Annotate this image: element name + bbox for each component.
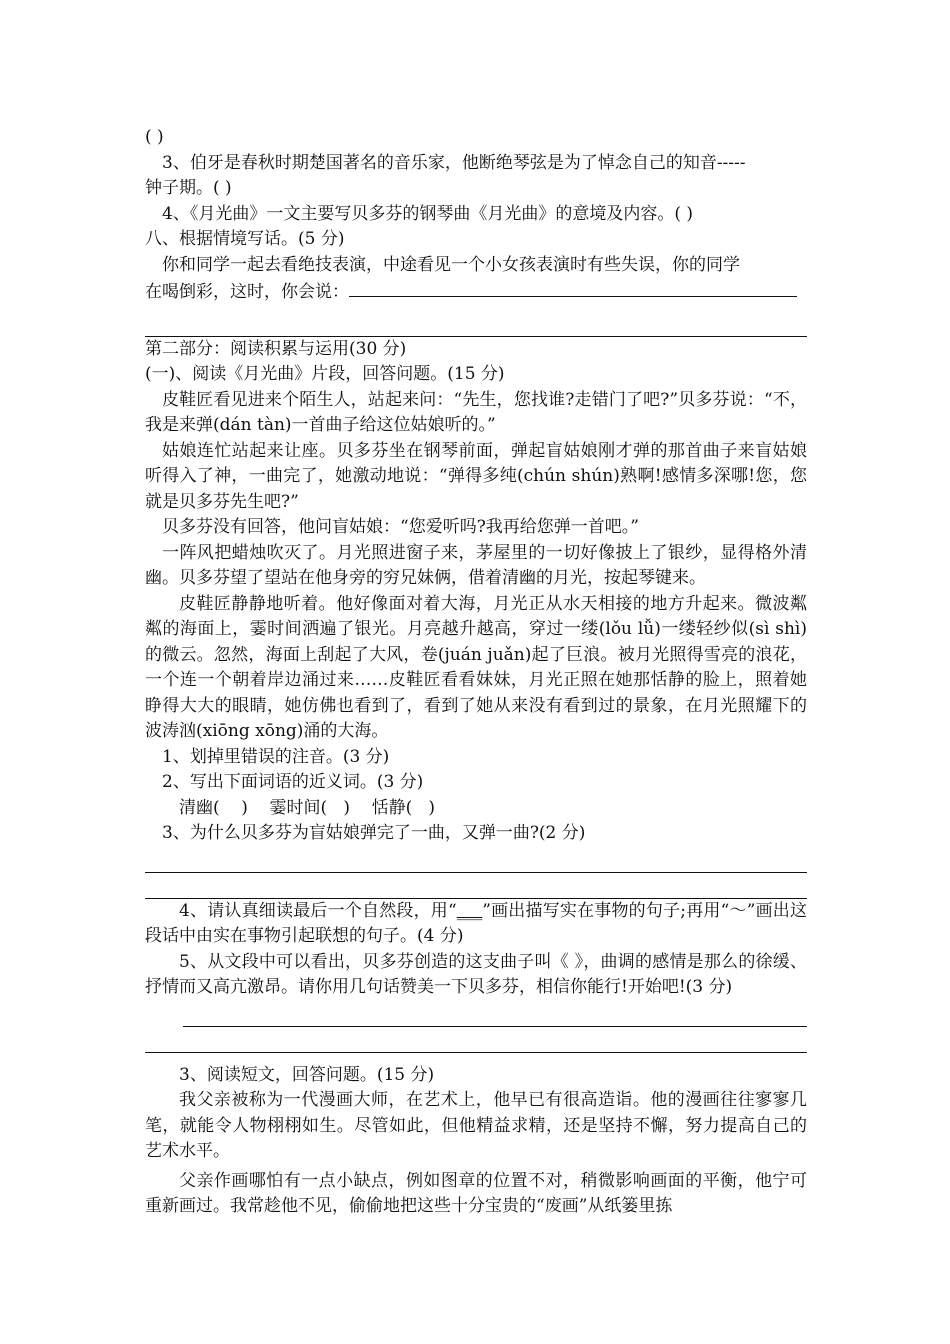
question-2-words: 清幽( ) 霎时间( ) 恬静( ) <box>179 797 436 818</box>
answer-bracket: ( ) <box>145 127 164 147</box>
section-8-prompt-end: 在喝倒彩，这时，你会说： <box>145 282 349 302</box>
judge-item-4: 4、《月光曲》一文主要写贝多芬的钢琴曲《月光曲》的意境及内容。( ) <box>162 203 693 224</box>
part-2-heading: 第二部分：阅读积累与运用(30 分) <box>145 338 407 359</box>
judge-item-3-text: 3、伯牙是春秋时期楚国著名的音乐家，他断绝琴弦是为了悼念自己的知音----- <box>162 152 746 173</box>
question-4 <box>145 899 807 950</box>
reading-paragraph: 皮鞋匠看见进来个陌生人，站起来问：“先生，您找谁?走错门了吧?”贝多芬说：“不，我是来弹(dán tàn)一首曲子给这位姑娘听的。” <box>145 389 807 435</box>
answer-line[interactable] <box>183 1001 807 1027</box>
reading-paragraph: 一阵风把蜡烛吹灭了。月光照进窗子来，茅屋里的一切好像披上了银纱，显得格外清幽。贝多芬望了望站在他身旁的穷兄妹俩，借着清幽的月光，按起琴键来。 <box>145 542 807 588</box>
reading-paragraph: 皮鞋匠静静地听着。他好像面对着大海，月光正从水天相接的地方升起来。微波粼粼的海面上，霎时间洒遍了银光。月亮越升越高，穿过一缕(lǒu lǚ)一缕轻纱似(sì shì)的微云。忽然，海面上刮起了大风，卷(juán juǎn)起了巨浪。被月光照得雪亮的浪花，一个连一个朝着岸边涌过来……皮鞋匠看看妹妹，月光正照在她那恬静的脸上，照着她睁得大大的眼睛，她仿佛也看到了，看到了她从来没有看到过的景象，在月光照耀下的波涛汹(xiōng xōng)涌的大海。 <box>145 593 807 741</box>
judge-item-3 <box>145 151 807 202</box>
answer-line[interactable] <box>145 1027 807 1053</box>
question-4-text-b: ”画出描写实在事物的句子;再用“～”画出这段话中由实在事物引起联想的句子。(4 分) <box>145 900 807 946</box>
section-8-heading: 八、根据情境写话。(5 分) <box>145 229 345 249</box>
reading-paragraph: 姑娘连忙站起来让座。贝多芬坐在钢琴前面，弹起盲姑娘刚才弹的那首曲子来盲姑娘听得入了神，一曲完了，她激动地说：“弹得多纯(chún shún)熟啊!感情多深哪!您，您就是贝多芬先生吧?” <box>145 440 807 512</box>
answer-line[interactable] <box>145 306 807 337</box>
reading-paragraph: 父亲作画哪怕有一点小缺点，例如图章的位置不对，稍微影响画面的平衡，他宁可重新画过。我常趁他不见，偷偷地把这些十分宝贵的“废画”从纸篓里拣 <box>145 1170 807 1216</box>
reading-paragraph: 贝多芬没有回答，他问盲姑娘：“您爱听吗?我再给您弹一首吧。” <box>162 517 639 537</box>
question-2: 2、写出下面词语的近义词。(3 分) <box>162 772 424 792</box>
answer-line[interactable] <box>145 873 807 899</box>
answer-line[interactable] <box>349 278 797 297</box>
reading-1-heading: (一)、阅读《月光曲》片段，回答问题。(15 分) <box>145 364 505 384</box>
question-4-text-a: 4、请认真细读最后一个自然段，用“ <box>179 900 457 921</box>
answer-line[interactable] <box>145 847 807 873</box>
section-8-prompt <box>145 253 807 306</box>
judge-item-3-end: 钟子期。( ) <box>145 178 232 198</box>
question-1: 1、划掉里错误的注音。(3 分) <box>162 746 390 767</box>
question-5: 5、从文段中可以看出，贝多芬创造的这支曲子叫《 》，曲调的感情是那么的徐缓、抒情而又高亢激昂。请你用几句话赞美一下贝多芬，相信你能行!开始吧!(3 分) <box>145 951 807 997</box>
question-3: 3、为什么贝多芬为盲姑娘弹完了一曲，又弹一曲?(2 分) <box>162 823 586 843</box>
section-8-prompt-text: 你和同学一起去看绝技表演，中途看见一个小女孩表演时有些失误，你的同学 <box>162 254 740 275</box>
question-4-blank: ___ <box>456 900 483 921</box>
document-page <box>145 125 807 1220</box>
reading-paragraph: 我父亲被称为一代漫画大师，在艺术上，他早已有很高造诣。他的漫画往往寥寥几笔，就能令人物栩栩如生。尽管如此，但他精益求精，还是坚持不懈，努力提高自己的艺术水平。 <box>145 1090 807 1161</box>
reading-2-heading: 3、阅读短文，回答问题。(15 分) <box>179 1064 435 1085</box>
